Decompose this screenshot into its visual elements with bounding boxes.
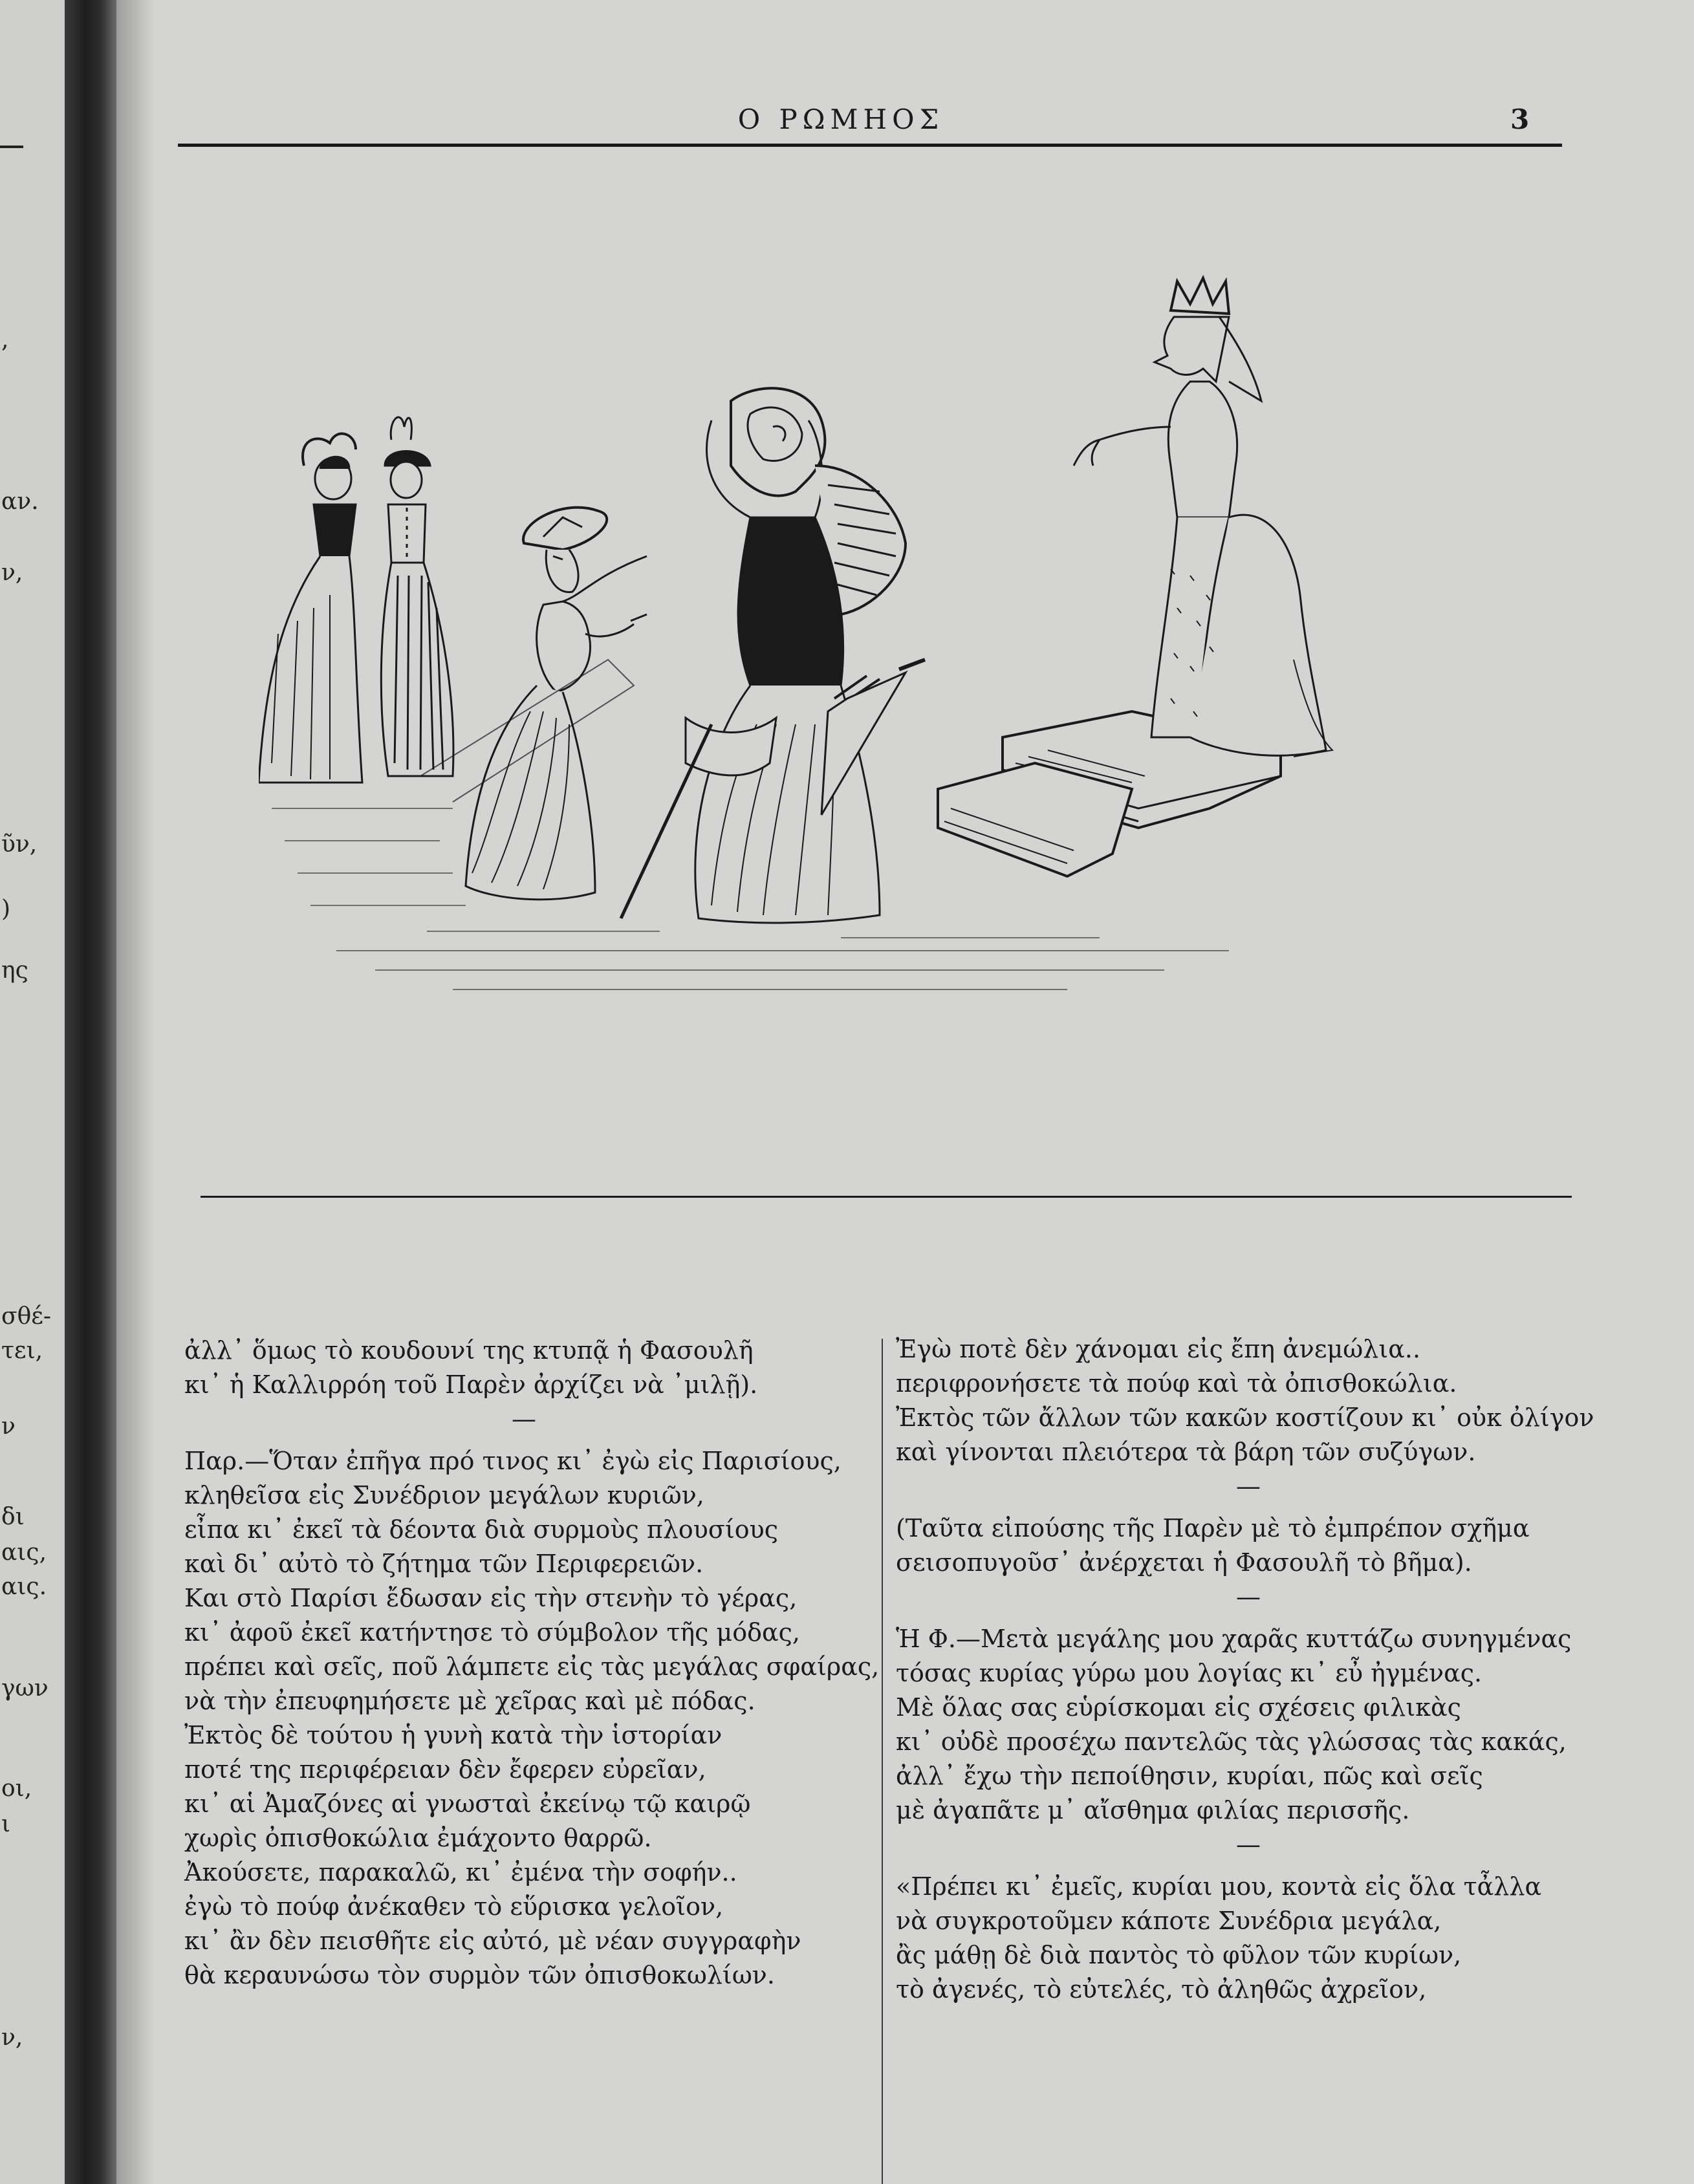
previous-page-fragment: ν xyxy=(1,1413,16,1440)
previous-page-fragment: αις, xyxy=(1,1539,47,1566)
verse-line: «Πρέπει κι᾿ ἐμεῖς, κυρίαι μου, κοντὰ εἰς ὅλα τἆλλα xyxy=(896,1872,1542,1901)
verse-line: περιφρονήσετε τὰ πούφ καὶ τὰ ὀπισθοκώλια. xyxy=(896,1369,1457,1398)
veiled-figure-with-dagger xyxy=(621,388,925,923)
verse-line: Και στὸ Παρίσι ἔδωσαν εἰς τὴν στενὴν τὸ γέρας, xyxy=(184,1584,798,1612)
book-binding xyxy=(65,0,116,2184)
previous-page-rule xyxy=(0,146,23,148)
lady-in-straw-hat xyxy=(420,508,647,900)
previous-page-fragment: αν. xyxy=(1,488,39,515)
previous-page-fragment: τει, xyxy=(1,1337,43,1364)
verse-line: καὶ γίνονται πλειότερα τὰ βάρη τῶν συζύγων. xyxy=(896,1438,1476,1466)
verse-line: κι᾿ ἂν δὲν πεισθῆτε εἰς αὐτό, μὲ νέαν συγγραφὴν xyxy=(184,1927,801,1955)
verse-line: Μὲ ὅλας σας εὑρίσκομαι εἰς σχέσεις φιλικὰς xyxy=(896,1693,1461,1722)
verse-line: τόσας κυρίας γύρω μου λογίας κι᾿ εὖ ἠγμένας. xyxy=(896,1659,1482,1687)
verse-line: καὶ δι᾿ αὐτὸ τὸ ζήτημα τῶν Περιφερειῶν. xyxy=(184,1550,704,1578)
lady-with-plumed-cap xyxy=(381,417,453,776)
verse-line: Ἀκούσετε, παρακαλῶ, κι᾿ ἐμένα τὴν σοφήν.. xyxy=(184,1858,737,1887)
previous-page-fragment: οι, xyxy=(1,1775,32,1802)
verse-line: κι᾿ ἀφοῦ ἐκεῖ κατήντησε τὸ σύμβολον τῆς μόδας, xyxy=(184,1618,800,1647)
right-text-column xyxy=(896,1332,1601,2007)
crowned-woman-on-dais xyxy=(938,278,1332,876)
verse-line: νὰ τὴν ἐπευφημήσετε μὲ χεῖρας καὶ μὲ πόδας. xyxy=(184,1687,755,1715)
verse-line: σεισοπυγοῦσ᾿ ἀνέρχεται ἡ Φασουλῆ τὸ βῆμα). xyxy=(896,1548,1472,1577)
section-dash: — xyxy=(512,1405,536,1433)
verse-line: ἀλλ᾿ ἔχω τὴν πεποίθησιν, κυρίαι, πῶς καὶ σεῖς xyxy=(896,1762,1483,1790)
verse-line: ἀλλ᾿ ὅμως τὸ κουδουνί της κτυπᾷ ἡ Φασουλῆ xyxy=(184,1336,754,1365)
verse-line: (Ταῦτα εἰπούσης τῆς Παρὲν μὲ τὸ ἐμπρέπον σχῆμα xyxy=(896,1514,1530,1542)
verse-line: ποτέ της περιφέρειαν δὲν ἔφερεν εὐρεῖαν, xyxy=(184,1755,706,1784)
previous-page-fragment: ι xyxy=(1,1811,11,1837)
gutter-shadow xyxy=(116,0,155,2184)
section-rule xyxy=(201,1196,1572,1198)
verse-line: θὰ κεραυνώσω τὸν συρμὸν τῶν ὀπισθοκωλίων. xyxy=(184,1961,775,1989)
previous-page-fragment: δι xyxy=(1,1504,25,1530)
satirical-illustration xyxy=(259,272,1449,1041)
section-dash: — xyxy=(1236,1830,1261,1859)
verse-line: Ἡ Φ.—Μετὰ μεγάλης μου χαρᾶς κυττάζω συνηγμένας xyxy=(896,1625,1572,1653)
verse-line: εἶπα κι᾿ ἐκεῖ τὰ δέοντα διὰ συρμοὺς πλουσίους xyxy=(184,1515,778,1544)
previous-page-fragment: ) xyxy=(1,896,11,922)
previous-page-fragment: ης xyxy=(1,957,28,984)
section-dash: — xyxy=(1236,1472,1261,1500)
previous-page-edge xyxy=(0,0,65,2184)
previous-page-fragment: ν, xyxy=(1,2024,23,2051)
verse-line: κι᾿ οὐδὲ προσέχω παντελῶς τὰς γλώσσας τὰς κακάς, xyxy=(896,1727,1567,1756)
previous-page-fragment: ῦν, xyxy=(1,831,38,858)
header-rule xyxy=(178,144,1562,147)
verse-line: κι᾿ αἱ Ἀμαζόνες αἱ γνωσταὶ ἐκείνῳ τῷ καιρῷ xyxy=(184,1789,751,1818)
verse-line: κι᾿ ἡ Καλλιρρόη τοῦ Παρὲν ἀρχίζει νὰ ᾿μιλῇ). xyxy=(184,1370,758,1399)
masthead-title: Ο ΡΩΜΗΟΣ xyxy=(737,103,944,135)
verse-line: χωρὶς ὀπισθοκώλια ἐμάχοντο θαρρῶ. xyxy=(184,1824,652,1852)
verse-line: τὸ ἀγενές, τὸ εὐτελές, τὸ ἀληθῶς ἀχρεῖον, xyxy=(896,1975,1427,2004)
page-number: 3 xyxy=(1510,103,1530,135)
previous-page-fragment: ν, xyxy=(1,559,23,586)
verse-line: νὰ συγκροτοῦμεν κάποτε Συνέδρια μεγάλα, xyxy=(896,1907,1442,1935)
lady-with-feathered-hat xyxy=(259,434,362,783)
previous-page-fragment: αις. xyxy=(1,1573,47,1600)
column-divider xyxy=(882,1339,883,2184)
previous-page-fragment: , xyxy=(1,327,9,353)
verse-line: ἂς μάθῃ δὲ διὰ παντὸς τὸ φῦλον τῶν κυρίων, xyxy=(896,1941,1462,1969)
verse-line: Ἐκτὸς δὲ τούτου ἡ γυνὴ κατὰ τὴν ἱστορίαν xyxy=(184,1721,722,1749)
left-text-column xyxy=(184,1334,880,1993)
verse-line: Ἐγὼ ποτὲ δὲν χάνομαι εἰς ἔπη ἀνεμώλια.. xyxy=(896,1335,1421,1363)
verse-line: Ἐκτὸς τῶν ἄλλων τῶν κακῶν κοστίζουν κι᾿ οὐκ ὀλίγον xyxy=(896,1403,1594,1432)
verse-line: μὲ ἀγαπᾶτε μ᾿ αἴσθημα φιλίας περισσῆς. xyxy=(896,1796,1410,1824)
verse-line: ἐγὼ τὸ πούφ ἀνέκαθεν τὸ εὕρισκα γελοῖον, xyxy=(184,1892,724,1921)
verse-line: πρέπει καὶ σεῖς, ποῦ λάμπετε εἰς τὰς μεγάλας σφαίρας, xyxy=(184,1652,880,1681)
previous-page-fragment: σθέ- xyxy=(1,1303,52,1330)
verse-line: κληθεῖσα εἰς Συνέδριον μεγάλων κυριῶν, xyxy=(184,1481,704,1509)
section-dash: — xyxy=(1236,1583,1261,1611)
previous-page-fragment: γων xyxy=(1,1675,49,1702)
verse-line: Παρ.—Ὅταν ἐπῆγα πρό τινος κι᾿ ἐγὼ εἰς Παρισίους, xyxy=(184,1447,842,1475)
